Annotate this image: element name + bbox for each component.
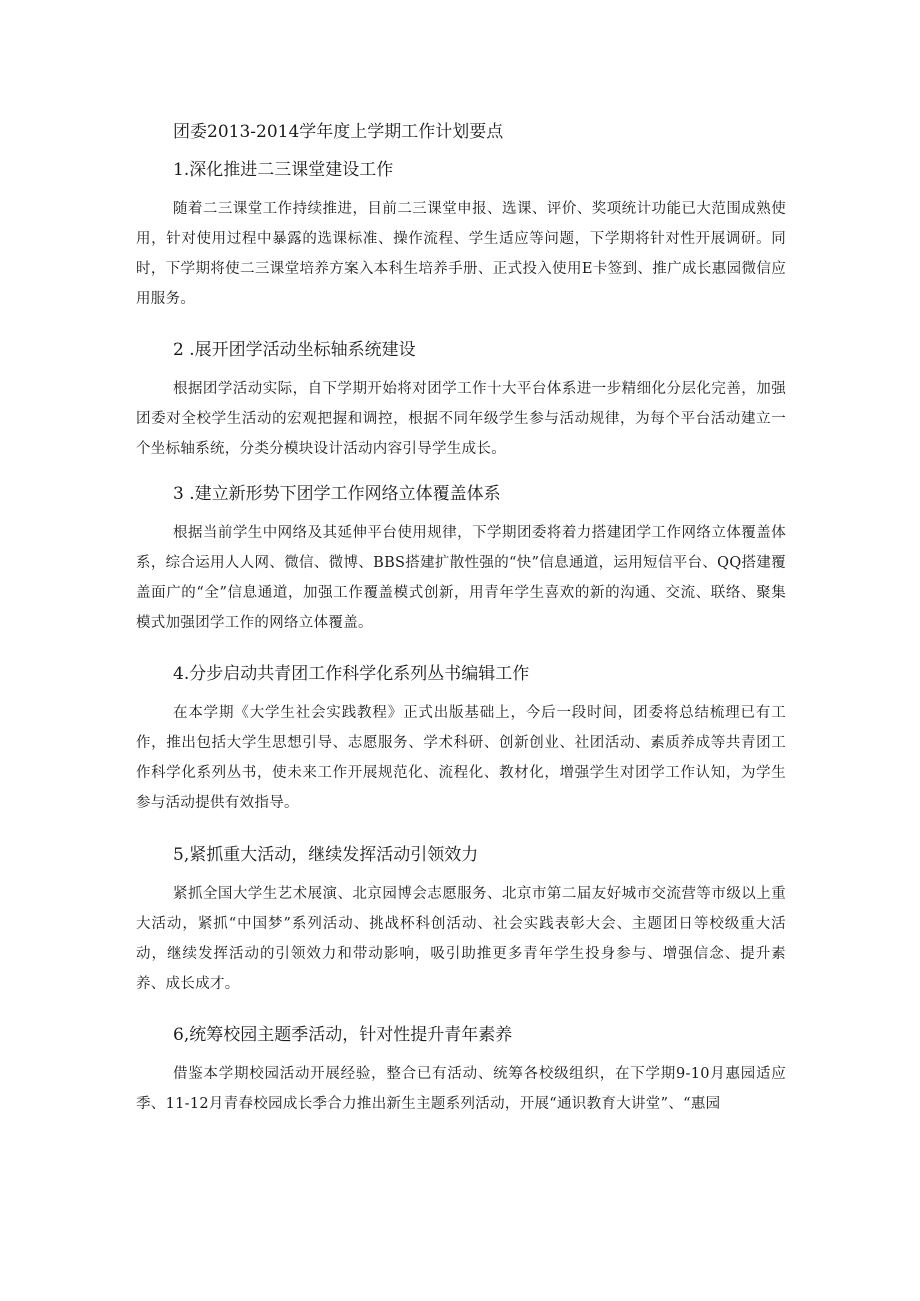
document-title: 团委2013-2014学年度上学期工作计划要点 — [173, 122, 504, 142]
section-body: 根据当前学生中网络及其延伸平台使用规律，下学期团委将着力搭建团学工作网络立体覆盖体系，综合运用人人网、微信、微博、BBS搭建扩散性强的“快”信息通道，运用短信平台、QQ搭建覆盖面广的“全”信息通道，加强工作覆盖模式创新，用青年学生喜欢的新的沟通、交流、联络、聚集模式加强团学工作的网络立体覆盖。 — [136, 525, 786, 631]
section-6 — [136, 1021, 786, 1119]
section-body: 紧抓全国大学生艺术展演、北京园博会志愿服务、北京市第二届友好城市交流营等市级以上重大活动，紧抓“中国梦”系列活动、挑战杯科创活动、社会实践表彰大会、主题团日等校级重大活动，继续发挥活动的引领效力和带动影响，吸引助推更多青年学生投身参与、增强信念、提升素养、成长成才。 — [136, 886, 786, 992]
section-body: 随着二三课堂工作持续推进，目前二三课堂申报、选课、评价、奖项统计功能已大范围成熟使用，针对使用过程中暴露的选课标准、操作流程、学生适应等问题，下学期将针对性开展调研。同时，下学期将使二三课堂培养方案入本科生培养手册、正式投入使用E卡签到、推广成长惠园微信应用服务。 — [136, 201, 786, 307]
section-heading: 2 .展开团学活动坐标轴系统建设 — [173, 340, 416, 360]
section-3 — [136, 480, 786, 638]
section-heading: 1.深化推进二三课堂建设工作 — [173, 160, 394, 180]
section-body: 根据团学活动实际，自下学期开始将对团学工作十大平台体系进一步精细化分层化完善，加强团委对全校学生活动的宏观把握和调控，根据不同年级学生参与活动规律，为每个平台活动建立一个坐标轴系统，分类分模块设计活动内容引导学生成长。 — [136, 381, 786, 457]
section-heading: 4.分步启动共青团工作科学化系列丛书编辑工作 — [173, 664, 530, 684]
section-heading: 5,紧抓重大活动，继续发挥活动引领效力 — [173, 845, 479, 865]
section-body: 借鉴本学期校园活动开展经验，整合已有活动、统筹各校级组织，在下学期9-10月惠园适应季、11-12月青春校园成长季合力推出新生主题系列活动，开展“通识教育大讲堂”、“惠园 — [136, 1066, 786, 1112]
section-body: 在本学期《大学生社会实践教程》正式出版基础上，今后一段时间，团委将总结梳理已有工作，推出包括大学生思想引导、志愿服务、学术科研、创新创业、社团活动、素质养成等共青团工作科学化系列丛书，使未来工作开展规范化、流程化、教材化，增强学生对团学工作认知，为学生参与活动提供有效指导。 — [136, 705, 786, 811]
section-5 — [136, 841, 786, 999]
section-2 — [136, 336, 786, 464]
section-heading: 6,统筹校园主题季活动，针对性提升青年素养 — [173, 1025, 513, 1045]
section-1 — [136, 156, 786, 314]
section-heading: 3 .建立新形势下团学工作网络立体覆盖体系 — [173, 484, 501, 504]
section-4 — [136, 660, 786, 818]
